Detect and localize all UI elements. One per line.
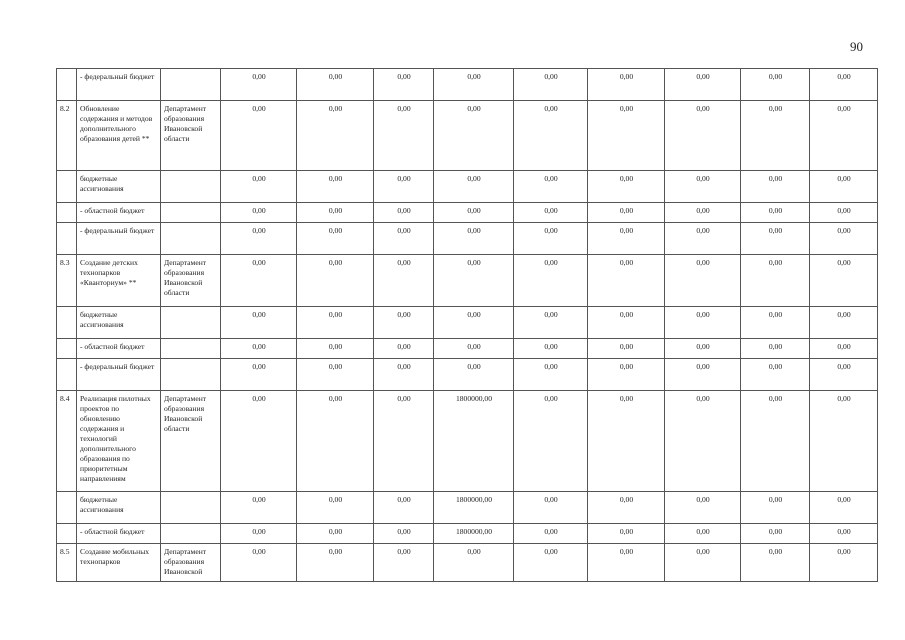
- amount-cell: 0,00: [810, 492, 878, 524]
- amount-cell: 0,00: [810, 171, 878, 203]
- table-row: [57, 223, 878, 255]
- event-name: бюджетные ассигнования: [77, 492, 161, 524]
- amount-cell: 0,00: [588, 69, 665, 101]
- table-row: [57, 307, 878, 339]
- amount-cell: 0,00: [434, 544, 514, 582]
- amount-cell: 0,00: [374, 69, 434, 101]
- amount-cell: 0,00: [374, 359, 434, 391]
- amount-cell: 0,00: [221, 203, 297, 223]
- executor: Департамент образования Ивановской области: [161, 101, 221, 171]
- amount-cell: 0,00: [588, 101, 665, 171]
- table-row: [57, 203, 878, 223]
- executor: Департамент образования Ивановской области: [161, 391, 221, 492]
- amount-cell: 0,00: [221, 524, 297, 544]
- executor: [161, 69, 221, 101]
- amount-cell: 0,00: [297, 223, 374, 255]
- table-row: [57, 255, 878, 307]
- amount-cell: 0,00: [434, 203, 514, 223]
- executor: [161, 492, 221, 524]
- executor: [161, 307, 221, 339]
- row-number: 8.3: [57, 255, 77, 307]
- amount-cell: 0,00: [434, 101, 514, 171]
- amount-cell: 0,00: [514, 171, 588, 203]
- amount-cell: 0,00: [514, 544, 588, 582]
- amount-cell: 0,00: [434, 69, 514, 101]
- amount-cell: 0,00: [741, 255, 810, 307]
- amount-cell: 0,00: [665, 223, 741, 255]
- executor: [161, 223, 221, 255]
- amount-cell: 0,00: [810, 359, 878, 391]
- amount-cell: 0,00: [810, 544, 878, 582]
- amount-cell: 0,00: [514, 101, 588, 171]
- event-name: - областной бюджет: [77, 339, 161, 359]
- amount-cell: 0,00: [297, 69, 374, 101]
- amount-cell: 0,00: [741, 544, 810, 582]
- amount-cell: 0,00: [221, 492, 297, 524]
- amount-cell: 1800000,00: [434, 492, 514, 524]
- amount-cell: 0,00: [434, 255, 514, 307]
- amount-cell: 0,00: [374, 171, 434, 203]
- table-row: [57, 359, 878, 391]
- row-number: [57, 171, 77, 203]
- amount-cell: 0,00: [374, 101, 434, 171]
- event-name: Создание детских технопарков «Кванториум» **: [77, 255, 161, 307]
- row-number: [57, 203, 77, 223]
- amount-cell: 0,00: [810, 69, 878, 101]
- amount-cell: 0,00: [297, 359, 374, 391]
- executor: [161, 339, 221, 359]
- amount-cell: 0,00: [588, 255, 665, 307]
- amount-cell: 0,00: [374, 492, 434, 524]
- amount-cell: 0,00: [221, 171, 297, 203]
- amount-cell: 0,00: [588, 203, 665, 223]
- amount-cell: 0,00: [514, 255, 588, 307]
- amount-cell: 0,00: [374, 307, 434, 339]
- amount-cell: 1800000,00: [434, 524, 514, 544]
- amount-cell: 0,00: [221, 359, 297, 391]
- amount-cell: 0,00: [297, 203, 374, 223]
- row-number: 8.2: [57, 101, 77, 171]
- budget-table: [56, 68, 878, 582]
- amount-cell: 0,00: [221, 391, 297, 492]
- table-row: [57, 492, 878, 524]
- table-row: [57, 544, 878, 582]
- amount-cell: 0,00: [514, 524, 588, 544]
- amount-cell: 0,00: [514, 359, 588, 391]
- amount-cell: 0,00: [741, 203, 810, 223]
- amount-cell: 0,00: [588, 544, 665, 582]
- amount-cell: 0,00: [665, 339, 741, 359]
- amount-cell: 0,00: [514, 203, 588, 223]
- amount-cell: 0,00: [741, 69, 810, 101]
- amount-cell: 0,00: [665, 69, 741, 101]
- amount-cell: 0,00: [810, 524, 878, 544]
- executor: [161, 203, 221, 223]
- amount-cell: 0,00: [741, 359, 810, 391]
- amount-cell: 0,00: [741, 492, 810, 524]
- amount-cell: 0,00: [297, 544, 374, 582]
- amount-cell: 0,00: [588, 339, 665, 359]
- amount-cell: 0,00: [221, 339, 297, 359]
- amount-cell: 0,00: [810, 255, 878, 307]
- event-name: - областной бюджет: [77, 203, 161, 223]
- table-row: [57, 101, 878, 171]
- amount-cell: 0,00: [588, 171, 665, 203]
- table-row: [57, 391, 878, 492]
- amount-cell: 0,00: [665, 203, 741, 223]
- amount-cell: 0,00: [434, 307, 514, 339]
- event-name: Реализация пилотных проектов по обновлению содержания и технологий дополнительного образования по приоритетным направлениям: [77, 391, 161, 492]
- amount-cell: 0,00: [588, 524, 665, 544]
- amount-cell: 0,00: [741, 391, 810, 492]
- row-number: 8.4: [57, 391, 77, 492]
- amount-cell: 0,00: [665, 255, 741, 307]
- amount-cell: 0,00: [810, 391, 878, 492]
- amount-cell: 0,00: [810, 203, 878, 223]
- executor: [161, 171, 221, 203]
- amount-cell: 0,00: [374, 391, 434, 492]
- amount-cell: 0,00: [514, 307, 588, 339]
- row-number: [57, 307, 77, 339]
- amount-cell: 0,00: [434, 223, 514, 255]
- amount-cell: 0,00: [374, 544, 434, 582]
- amount-cell: 0,00: [741, 307, 810, 339]
- table-row: [57, 524, 878, 544]
- amount-cell: 0,00: [665, 524, 741, 544]
- amount-cell: 0,00: [810, 101, 878, 171]
- amount-cell: 0,00: [514, 69, 588, 101]
- table-row: [57, 339, 878, 359]
- amount-cell: 0,00: [588, 223, 665, 255]
- row-number: [57, 524, 77, 544]
- amount-cell: 0,00: [434, 359, 514, 391]
- event-name: - областной бюджет: [77, 524, 161, 544]
- amount-cell: 0,00: [741, 339, 810, 359]
- amount-cell: 0,00: [221, 101, 297, 171]
- amount-cell: 0,00: [297, 339, 374, 359]
- amount-cell: 0,00: [297, 524, 374, 544]
- event-name: - федеральный бюджет: [77, 359, 161, 391]
- amount-cell: 0,00: [374, 524, 434, 544]
- amount-cell: 0,00: [434, 339, 514, 359]
- row-number: [57, 223, 77, 255]
- amount-cell: 0,00: [665, 101, 741, 171]
- event-name: бюджетные ассигнования: [77, 171, 161, 203]
- event-name: Обновление содержания и методов дополнительного образования детей **: [77, 101, 161, 171]
- amount-cell: 0,00: [741, 524, 810, 544]
- amount-cell: 0,00: [665, 391, 741, 492]
- table-row: [57, 171, 878, 203]
- amount-cell: 0,00: [514, 492, 588, 524]
- amount-cell: 0,00: [297, 307, 374, 339]
- amount-cell: 0,00: [374, 339, 434, 359]
- amount-cell: 0,00: [810, 223, 878, 255]
- amount-cell: 0,00: [297, 101, 374, 171]
- table-row: [57, 69, 878, 101]
- executor: Департамент образования Ивановской области: [161, 255, 221, 307]
- row-number: [57, 492, 77, 524]
- row-number: 8.5: [57, 544, 77, 582]
- amount-cell: 0,00: [374, 255, 434, 307]
- event-name: бюджетные ассигнования: [77, 307, 161, 339]
- amount-cell: 0,00: [297, 391, 374, 492]
- amount-cell: 0,00: [221, 69, 297, 101]
- row-number: [57, 339, 77, 359]
- amount-cell: 0,00: [588, 307, 665, 339]
- amount-cell: 0,00: [741, 223, 810, 255]
- amount-cell: 0,00: [221, 223, 297, 255]
- amount-cell: 0,00: [588, 359, 665, 391]
- amount-cell: 0,00: [374, 203, 434, 223]
- row-number: [57, 69, 77, 101]
- page-number: 90: [850, 39, 863, 54]
- amount-cell: 0,00: [741, 171, 810, 203]
- amount-cell: 0,00: [297, 171, 374, 203]
- executor: [161, 524, 221, 544]
- amount-cell: 0,00: [514, 391, 588, 492]
- event-name: - федеральный бюджет: [77, 223, 161, 255]
- amount-cell: 1800000,00: [434, 391, 514, 492]
- amount-cell: 0,00: [221, 255, 297, 307]
- amount-cell: 0,00: [221, 307, 297, 339]
- executor: Департамент образования Ивановской: [161, 544, 221, 582]
- amount-cell: 0,00: [810, 307, 878, 339]
- amount-cell: 0,00: [665, 492, 741, 524]
- amount-cell: 0,00: [514, 223, 588, 255]
- amount-cell: 0,00: [665, 171, 741, 203]
- amount-cell: 0,00: [588, 492, 665, 524]
- amount-cell: 0,00: [665, 307, 741, 339]
- amount-cell: 0,00: [588, 391, 665, 492]
- amount-cell: 0,00: [810, 339, 878, 359]
- amount-cell: 0,00: [665, 544, 741, 582]
- row-number: [57, 359, 77, 391]
- event-name: Создание мобильных технопарков: [77, 544, 161, 582]
- amount-cell: 0,00: [221, 544, 297, 582]
- amount-cell: 0,00: [741, 101, 810, 171]
- executor: [161, 359, 221, 391]
- amount-cell: 0,00: [297, 255, 374, 307]
- amount-cell: 0,00: [434, 171, 514, 203]
- amount-cell: 0,00: [374, 223, 434, 255]
- amount-cell: 0,00: [665, 359, 741, 391]
- event-name: - федеральный бюджет: [77, 69, 161, 101]
- amount-cell: 0,00: [297, 492, 374, 524]
- amount-cell: 0,00: [514, 339, 588, 359]
